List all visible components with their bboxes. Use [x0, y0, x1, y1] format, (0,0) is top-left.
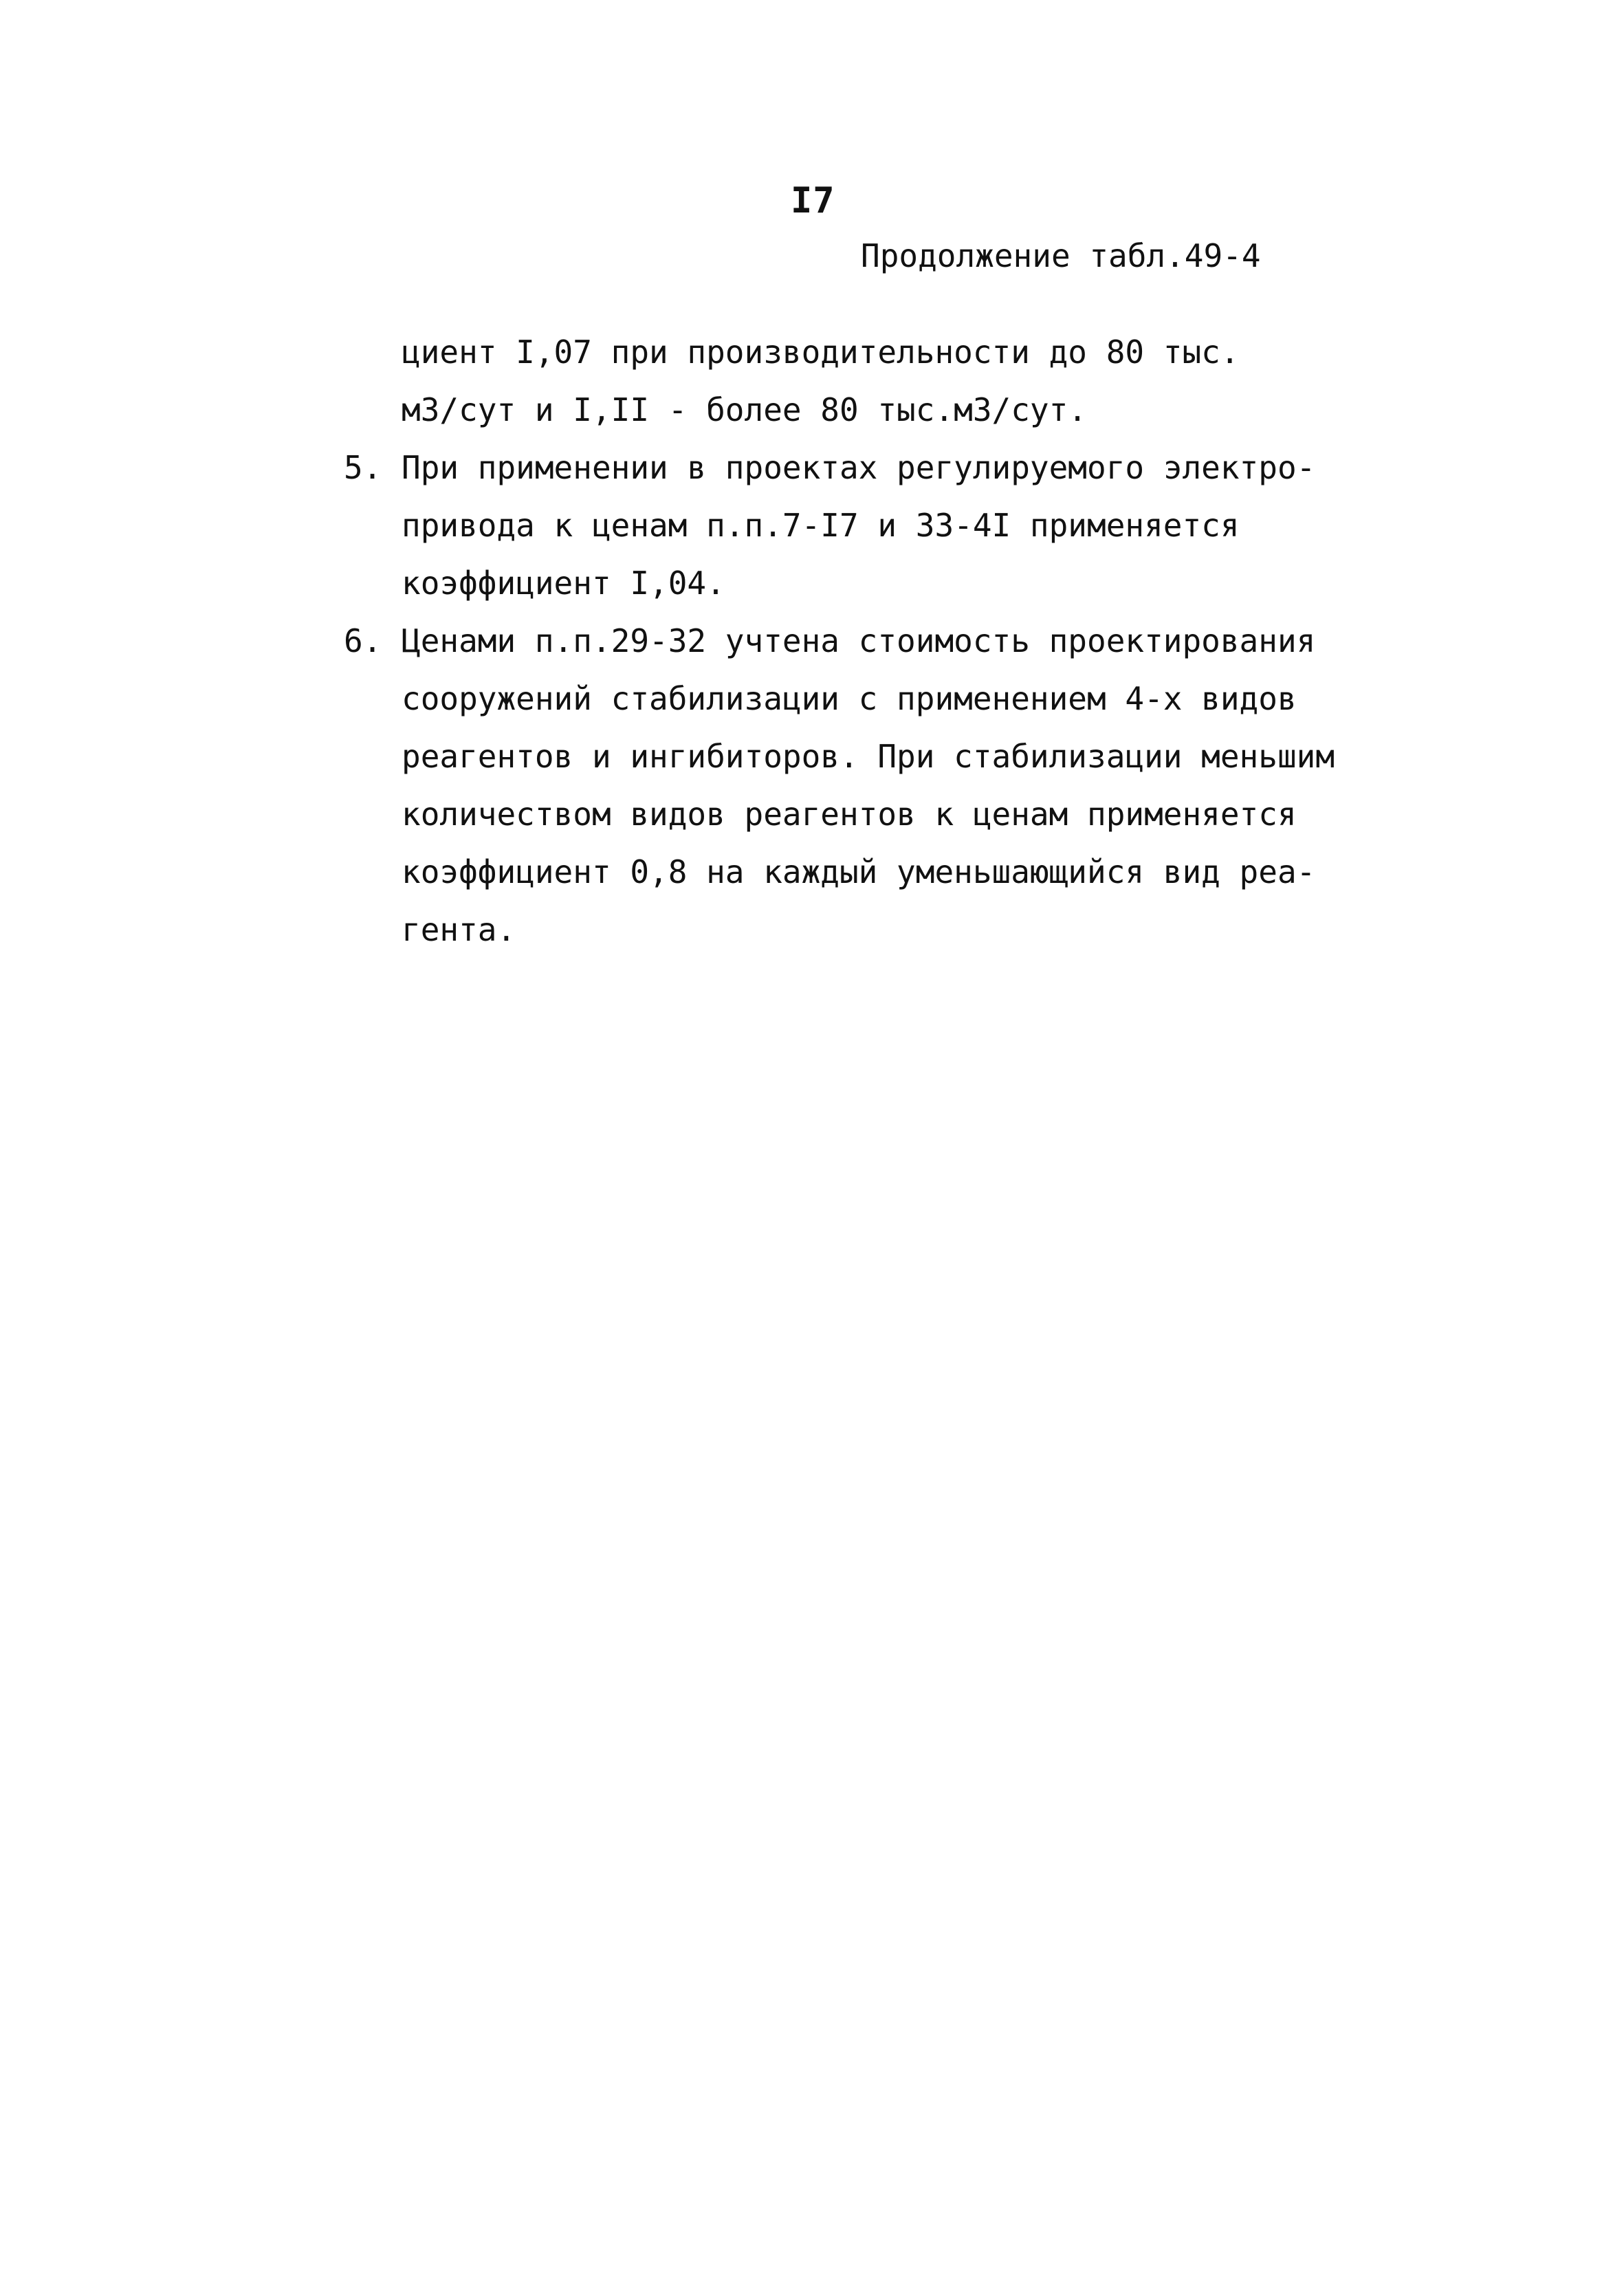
text-line: м3/сут и I,II - более 80 тыс.м3/сут. [402, 391, 1087, 428]
text-line: коэффициент 0,8 на каждый уменьшающийся вид реа- [402, 853, 1316, 890]
text-line: привода к ценам п.п.7-I7 и 33-4I применяется [402, 507, 1240, 544]
paragraph-note-5 [344, 439, 1389, 612]
paragraph-number: 5. [344, 449, 382, 486]
paragraph-number: 6. [344, 622, 382, 659]
text-line: При применении в проектах регулируемого электро- [402, 449, 1316, 486]
table-continuation-label: Продолжение табл.49-4 [861, 237, 1261, 274]
paragraph-continued [344, 323, 1389, 439]
text-line: Ценами п.п.29-32 учтена стоимость проектирования [402, 622, 1316, 659]
text-line: количеством видов реагентов к ценам применяется [402, 796, 1297, 833]
page-number: I7 [791, 180, 835, 221]
text-line: гента. [402, 911, 516, 948]
paragraph-note-6 [344, 612, 1389, 959]
body-text [344, 323, 1389, 959]
text-line: реагентов и ингибиторов. При стабилизации меньшим [402, 738, 1335, 775]
text-line: коэффициент I,04. [402, 565, 725, 602]
text-line: циент I,07 при производительности до 80 тыс. [402, 334, 1240, 371]
text-line: сооружений стабилизации с применением 4-х видов [402, 680, 1297, 717]
